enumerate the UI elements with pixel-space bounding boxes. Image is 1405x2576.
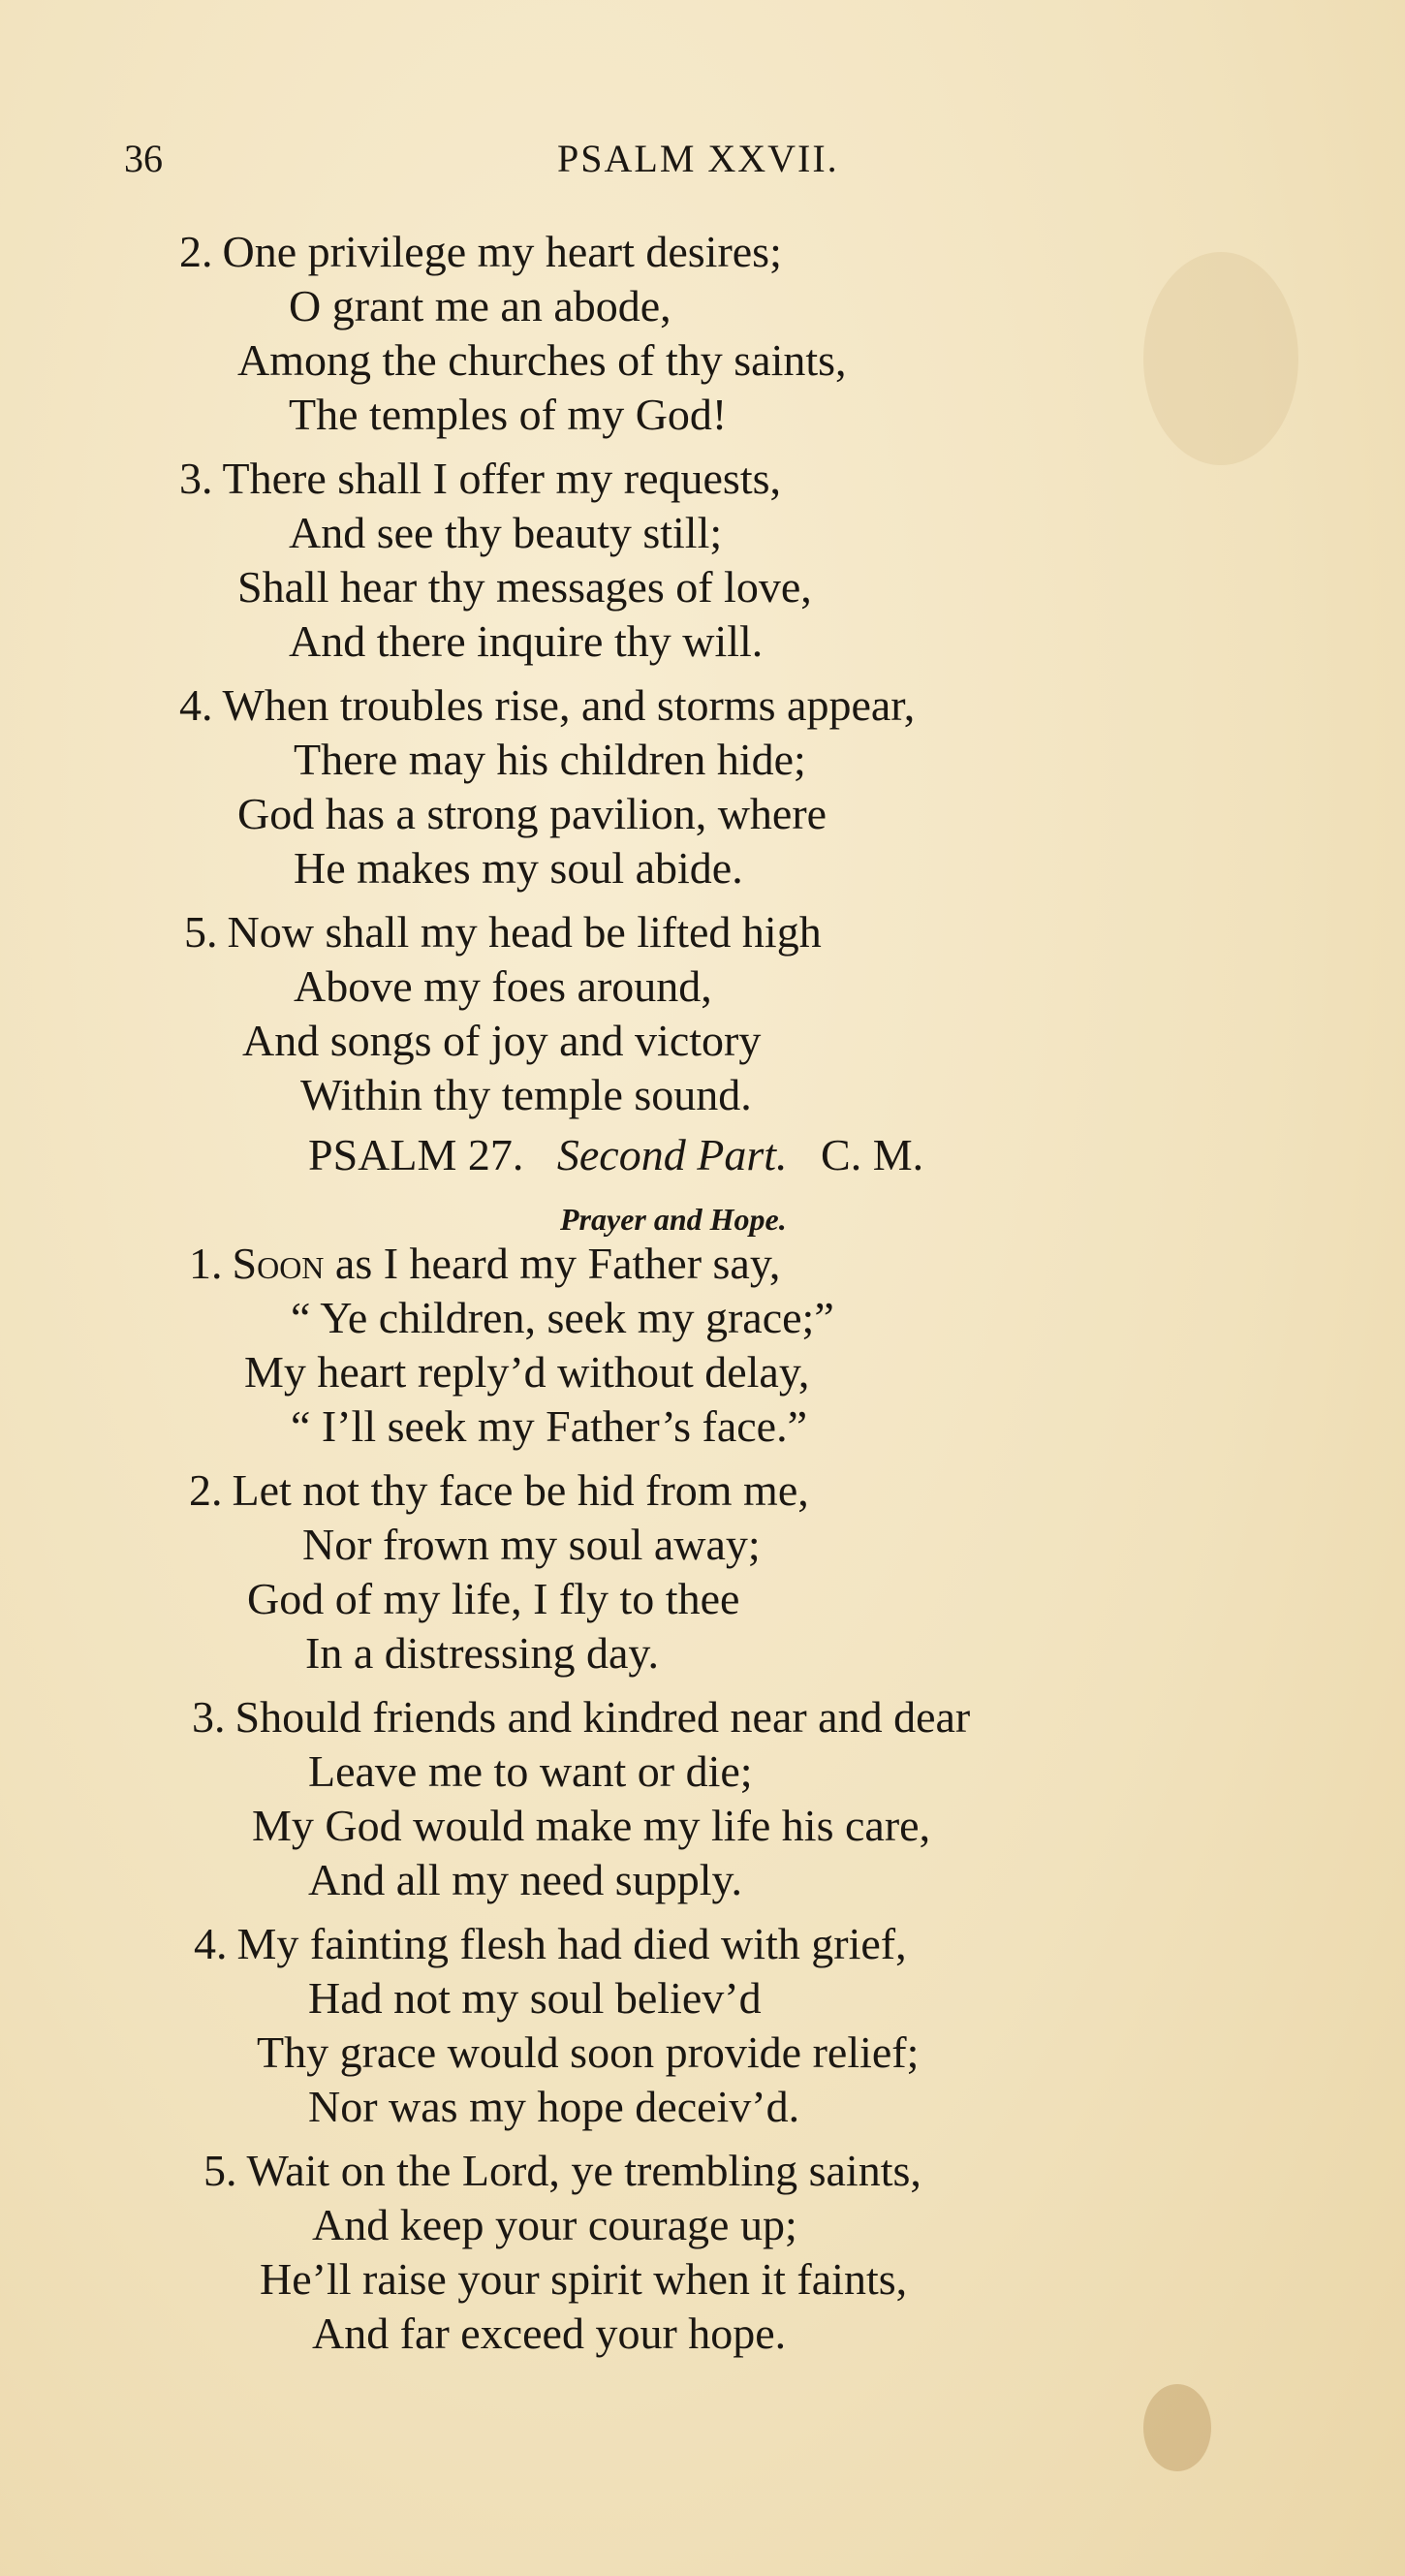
first-word: Soon	[232, 1239, 325, 1288]
stanza-line	[189, 1237, 780, 1291]
stanza-number: 2.	[179, 227, 213, 276]
stanza-number: 3.	[192, 1692, 226, 1742]
verse-line: Nor frown my soul away;	[302, 1520, 761, 1569]
verse-line: There may his children hide;	[294, 735, 806, 784]
meter-label: C. M.	[821, 1130, 924, 1179]
verse-text: There shall I offer my requests,	[222, 454, 782, 503]
verse-line: And keep your courage up;	[312, 2200, 797, 2249]
running-head: PSALM XXVII.	[557, 137, 839, 180]
verse-line: And songs of joy and victory	[242, 1016, 762, 1065]
verse-text: One privilege my heart desires;	[222, 227, 782, 276]
psalm-subtitle: Prayer and Hope.	[560, 1202, 787, 1237]
verse-text: My fainting flesh had died with grief,	[236, 1919, 907, 1968]
page-number: 36	[124, 137, 163, 180]
verse-text: Let not thy face be hid from me,	[232, 1465, 809, 1515]
verse-line: Nor was my hope deceiv’d.	[308, 2082, 800, 2131]
verse-line: Shall hear thy messages of love,	[237, 562, 812, 612]
verse-line: Leave me to want or die;	[308, 1746, 753, 1796]
verse-line: And far exceed your hope.	[312, 2309, 787, 2358]
stanza-number: 4.	[194, 1919, 228, 1968]
stanza-number: 2.	[189, 1465, 223, 1515]
page-header	[0, 136, 1405, 194]
psalm-number: PSALM 27.	[308, 1130, 524, 1179]
verse-line: He’ll raise your spirit when it faints,	[260, 2254, 908, 2304]
verse-text: as I heard my Father say,	[324, 1239, 781, 1288]
stanza-line	[194, 1917, 907, 1971]
part-label: Second Part.	[556, 1130, 788, 1179]
psalm-heading	[308, 1128, 923, 1182]
verse-text: Should friends and kindred near and dear	[234, 1692, 971, 1742]
verse-text: Now shall my head be lifted high	[227, 907, 822, 957]
verse-line: And see thy beauty still;	[289, 508, 723, 557]
verse-line: Had not my soul believ’d	[308, 1973, 762, 2023]
verse-text: When troubles rise, and storms appear,	[222, 680, 916, 730]
verse-line: Among the churches of thy saints,	[237, 335, 847, 385]
verse-line: He makes my soul abide.	[294, 843, 743, 893]
stanza-line	[184, 905, 822, 959]
stanza-line	[189, 1463, 809, 1518]
verse-line: God of my life, I fly to thee	[247, 1574, 740, 1623]
verse-line: In a distressing day.	[305, 1628, 659, 1678]
verse-line: “ I’ll seek my Father’s face.”	[291, 1401, 808, 1451]
stanza-line	[192, 1690, 970, 1744]
verse-line: My God would make my life his care,	[252, 1801, 931, 1850]
stanza-line	[203, 2144, 921, 2198]
verse-line: Above my foes around,	[294, 961, 712, 1011]
paper-stain	[1143, 252, 1298, 465]
paper-stain	[1143, 2384, 1211, 2471]
stanza-number: 5.	[203, 2146, 237, 2195]
verse-line: Thy grace would soon provide relief;	[257, 2027, 920, 2077]
stanza-line	[179, 678, 915, 733]
verse-line: Within thy temple sound.	[300, 1070, 752, 1119]
verse-line: And all my need supply.	[308, 1855, 743, 1904]
stanza-number: 3.	[179, 454, 213, 503]
stanza-number: 5.	[184, 907, 218, 957]
stanza-number: 4.	[179, 680, 213, 730]
verse-line: The temples of my God!	[289, 390, 728, 439]
verse-text: Wait on the Lord, ye trembling saints,	[246, 2146, 921, 2195]
verse-line: And there inquire thy will.	[289, 616, 764, 666]
verse-line: My heart reply’d without delay,	[244, 1347, 810, 1397]
stanza-number: 1.	[189, 1239, 223, 1288]
stanza-line	[179, 452, 781, 506]
stanza-line	[179, 225, 782, 279]
verse-line: O grant me an abode,	[289, 281, 671, 330]
verse-line: “ Ye children, seek my grace;”	[291, 1293, 834, 1342]
verse-line: God has a strong pavilion, where	[237, 789, 827, 838]
